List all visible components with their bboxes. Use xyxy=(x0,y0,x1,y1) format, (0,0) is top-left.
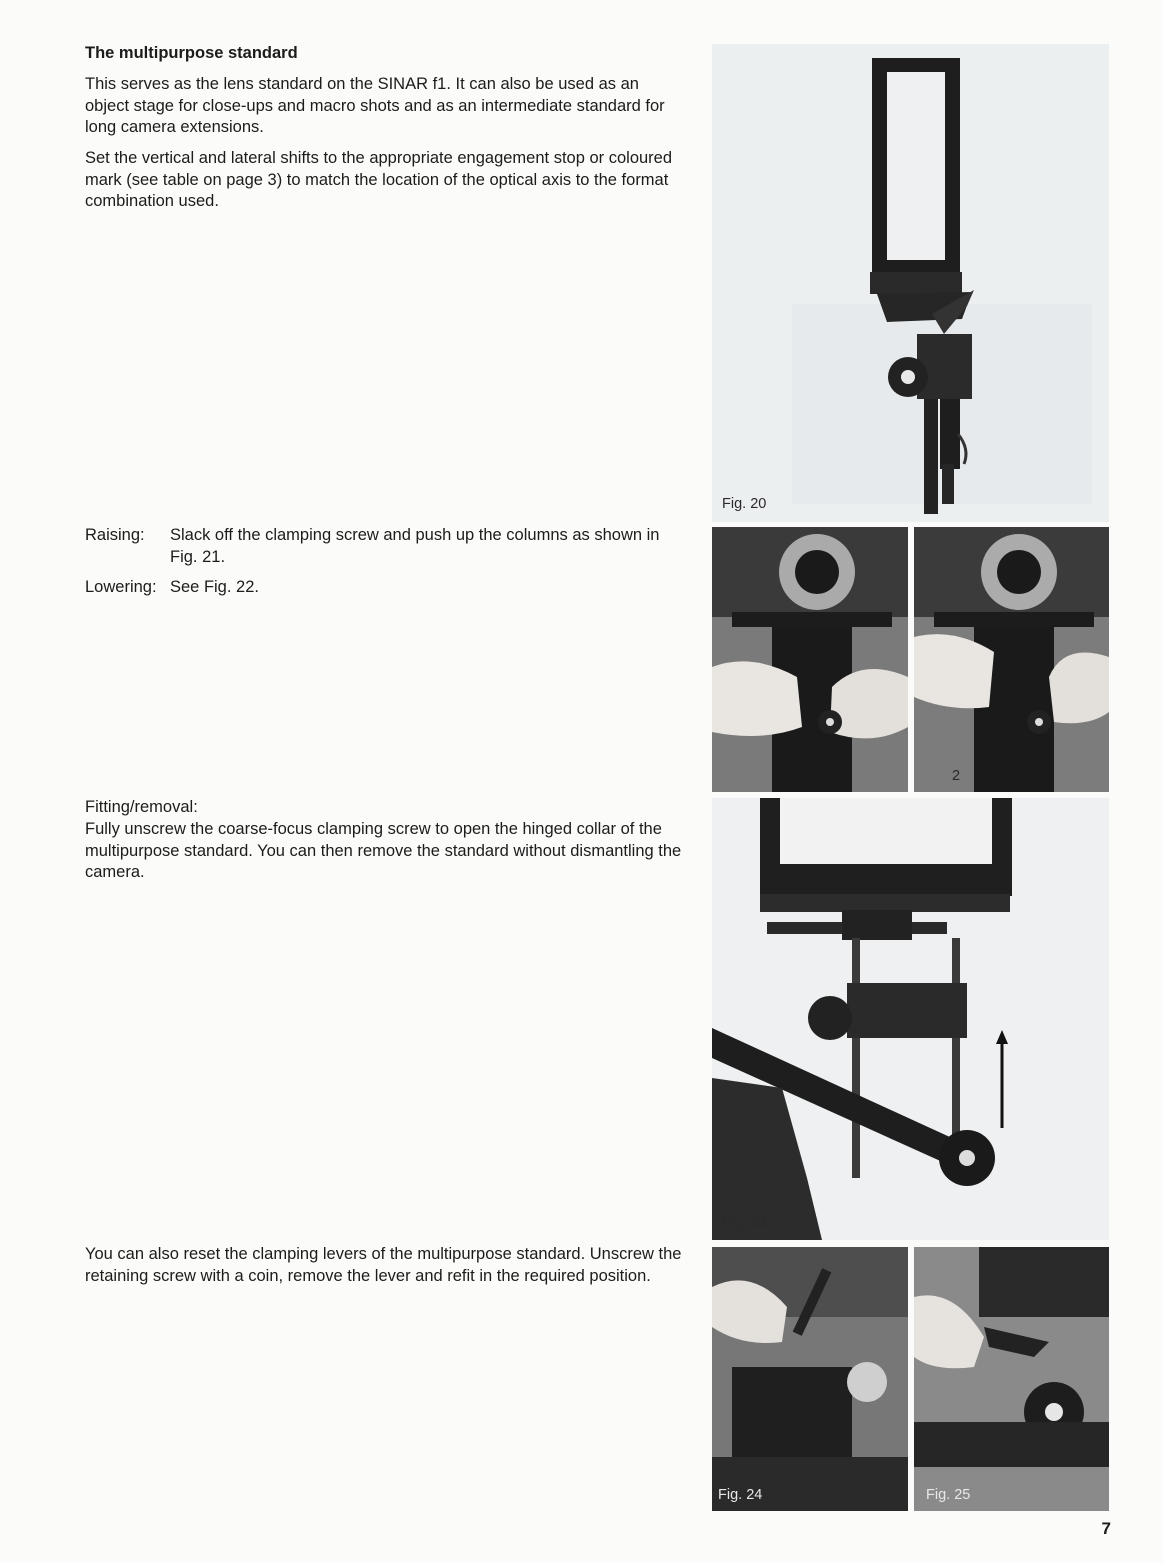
figure-23-photo xyxy=(712,798,1109,1240)
levers-paragraph: You can also reset the clamping levers of the multipurpose standard. Unscrew the retaining screw with a coin, remove the lever and refit in the required position. xyxy=(85,1245,682,1285)
raising-term: Raising: xyxy=(85,526,145,544)
figure-23-caption: Fig. 23 xyxy=(722,1215,767,1231)
figure-22-photo xyxy=(914,527,1109,792)
shifts-paragraph: Set the vertical and lateral shifts to the appropriate engagement stop or coloured mark (see table on page 3) to match the location of the optical axis to the format combination used. xyxy=(85,149,673,211)
fitting-paragraph: Fully unscrew the coarse-focus clamping screw to open the hinged collar of the multipurpose standard. You can then remove the standard without dismantling the camera. xyxy=(85,820,682,882)
raising-text: Slack off the clamping screw and push up the columns as shown in Fig. 21. xyxy=(170,526,660,566)
page-number: 7 xyxy=(1101,1519,1111,1538)
figure-25-photo xyxy=(914,1247,1109,1511)
figure-24-photo xyxy=(712,1247,908,1511)
figure-20-caption: Fig. 20 xyxy=(722,496,767,512)
lowering-term: Lowering: xyxy=(85,578,157,596)
intro-paragraph: This serves as the lens standard on the SINAR f1. It can also be used as an object stage for close-ups and macro shots and as an intermediate standard for long camera extensions. xyxy=(85,75,665,137)
figure-25-caption: Fig. 25 xyxy=(926,1487,971,1503)
figure-20-photo xyxy=(712,44,1109,522)
figure-21-photo xyxy=(712,527,908,792)
figure-24-caption: Fig. 24 xyxy=(718,1487,763,1503)
fitting-title: Fitting/removal: xyxy=(85,798,198,816)
lowering-text: See Fig. 22. xyxy=(170,578,259,596)
figure-22-caption: 2 xyxy=(952,768,961,784)
page-heading: The multipurpose standard xyxy=(85,44,298,62)
